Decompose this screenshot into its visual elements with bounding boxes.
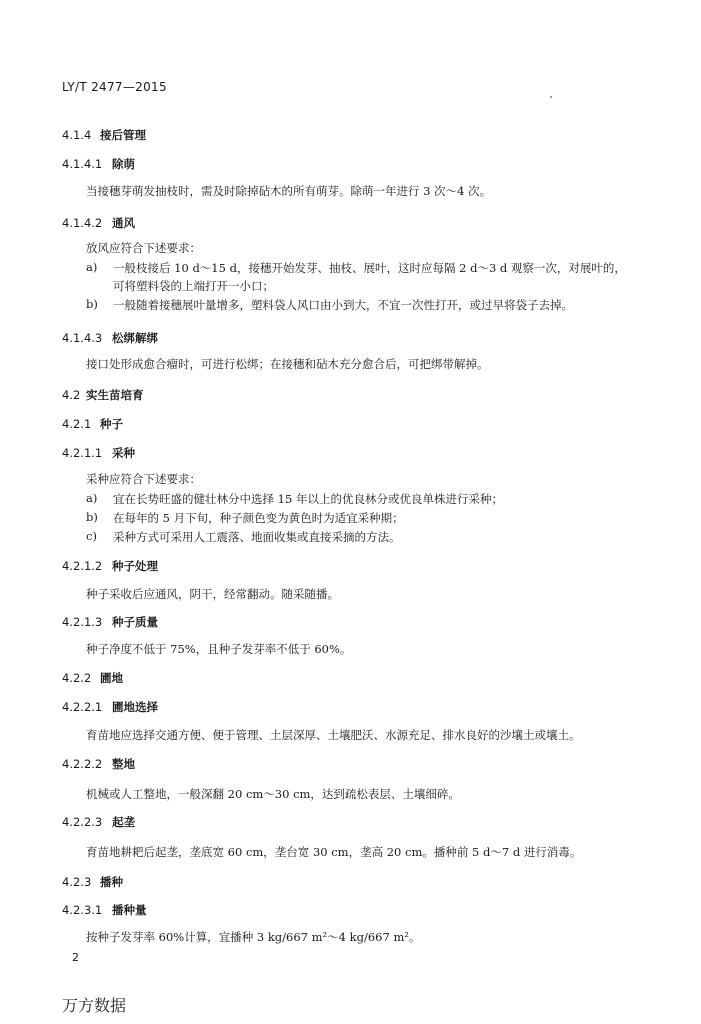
section-heading: [62, 699, 158, 715]
section-title: 种子处理: [112, 559, 158, 573]
section-title: 圃地: [100, 671, 123, 685]
paragraph: 放风应符合下述要求：: [86, 241, 201, 255]
section-number: 4.2.3.1: [62, 903, 103, 917]
section-heading: [62, 814, 135, 830]
section-number: 4.1.4.1: [62, 157, 103, 171]
section-heading: [62, 902, 147, 918]
section-number: 4.2.2.2: [62, 757, 103, 771]
section-heading: [62, 215, 135, 231]
list-item-label: c): [86, 529, 97, 543]
paragraph: 采种应符合下述要求：: [86, 472, 201, 486]
list-item-text: 一般枝接后 10 d～15 d，接穗开始发芽、抽枝、展叶，这时应每隔 2 d～3 d 观察一次，对展叶的，: [113, 261, 626, 275]
list-item-label: a): [86, 260, 98, 274]
paragraph: 育苗地应选择交通方便、便于管理、土层深厚、土壤肥沃、水源充足、排水良好的沙壤土或壤土。: [86, 728, 581, 742]
section-number: 4.2.1.1: [62, 446, 103, 460]
list-item-text: 采种方式可采用人工震落、地面收集或直接采摘的方法。: [113, 530, 401, 544]
list-item-label: b): [86, 297, 98, 311]
scan-speck: [550, 96, 552, 98]
list-item-label: a): [86, 491, 98, 505]
standard-number: LY/T 2477—2015: [62, 80, 167, 94]
section-title: 实生苗培育: [86, 388, 144, 402]
section-number: 4.1.4.3: [62, 331, 103, 345]
list-item-text: 宜在长势旺盛的健壮林分中选择 15 年以上的优良林分或优良单株进行采种；: [113, 492, 503, 506]
section-title: 圃地选择: [112, 700, 158, 714]
section-title: 整地: [112, 757, 135, 771]
section-heading: [62, 445, 135, 461]
section-title: 种子质量: [112, 615, 158, 629]
section-heading: [62, 670, 123, 686]
section-number: 4.2.1.3: [62, 615, 103, 629]
section-title: 播种量: [112, 903, 147, 917]
section-number: 4.2.2.3: [62, 815, 103, 829]
section-number: 4.1.4.2: [62, 216, 103, 230]
section-heading: [62, 387, 144, 403]
section-number: 4.2.1.2: [62, 559, 103, 573]
section-number: 4.1.4: [62, 128, 92, 142]
section-number: 4.2.1: [62, 417, 92, 431]
watermark: 万方数据: [62, 996, 127, 1015]
section-heading: [62, 416, 123, 432]
paragraph: 育苗地耕耙后起垄，垄底宽 60 cm，垄台宽 30 cm，垄高 20 cm。播种前 5 d～7 d 进行消毒。: [86, 845, 582, 859]
section-title: 接后管理: [100, 128, 146, 142]
section-number: 4.2: [62, 388, 81, 402]
section-heading: [62, 330, 158, 346]
section-number: 4.2.3: [62, 875, 92, 889]
section-title: 松绑解绑: [112, 331, 158, 345]
paragraph: 按种子发芽率 60%计算，宜播种 3 kg/667 m²～4 kg/667 m²。: [86, 930, 421, 944]
section-title: 种子: [100, 417, 123, 431]
section-title: 除萌: [112, 157, 135, 171]
list-item-label: b): [86, 510, 98, 524]
section-title: 通风: [112, 216, 135, 230]
paragraph: 当接穗芽萌发抽枝时，需及时除掉砧木的所有萌芽。除萌一年进行 3 次～4 次。: [86, 184, 492, 198]
section-number: 4.2.2.1: [62, 700, 103, 714]
list-item-text: 在每年的 5 月下旬，种子颜色变为黄色时为适宜采种期；: [113, 511, 404, 525]
section-heading: [62, 756, 135, 772]
section-title: 采种: [112, 446, 135, 460]
section-heading: [62, 127, 146, 143]
list-item-text: 可将塑料袋的上端打开一小口；: [113, 279, 274, 293]
page-number: 2: [72, 951, 79, 964]
list-item-text: 一般随着接穗展叶量增多，塑料袋人风口由小到大，不宜一次性打开，或过早将袋子去掉。: [113, 298, 573, 312]
paragraph: 接口处形成愈合瘤时，可进行松绑；在接穗和砧木充分愈合后，可把绑带解掉。: [86, 357, 489, 371]
section-heading: [62, 874, 123, 890]
section-heading: [62, 614, 158, 630]
section-heading: [62, 558, 158, 574]
paragraph: 种子采收后应通风，阴干，经常翻动。随采随播。: [86, 587, 339, 601]
section-number: 4.2.2: [62, 671, 92, 685]
paragraph: 机械或人工整地，一般深翻 20 cm～30 cm，达到疏松表层、土壤细碎。: [86, 787, 460, 801]
section-heading: [62, 156, 135, 172]
section-title: 起垄: [112, 815, 135, 829]
section-title: 播种: [100, 875, 123, 889]
paragraph: 种子净度不低于 75%，且种子发芽率不低于 60%。: [86, 642, 352, 656]
